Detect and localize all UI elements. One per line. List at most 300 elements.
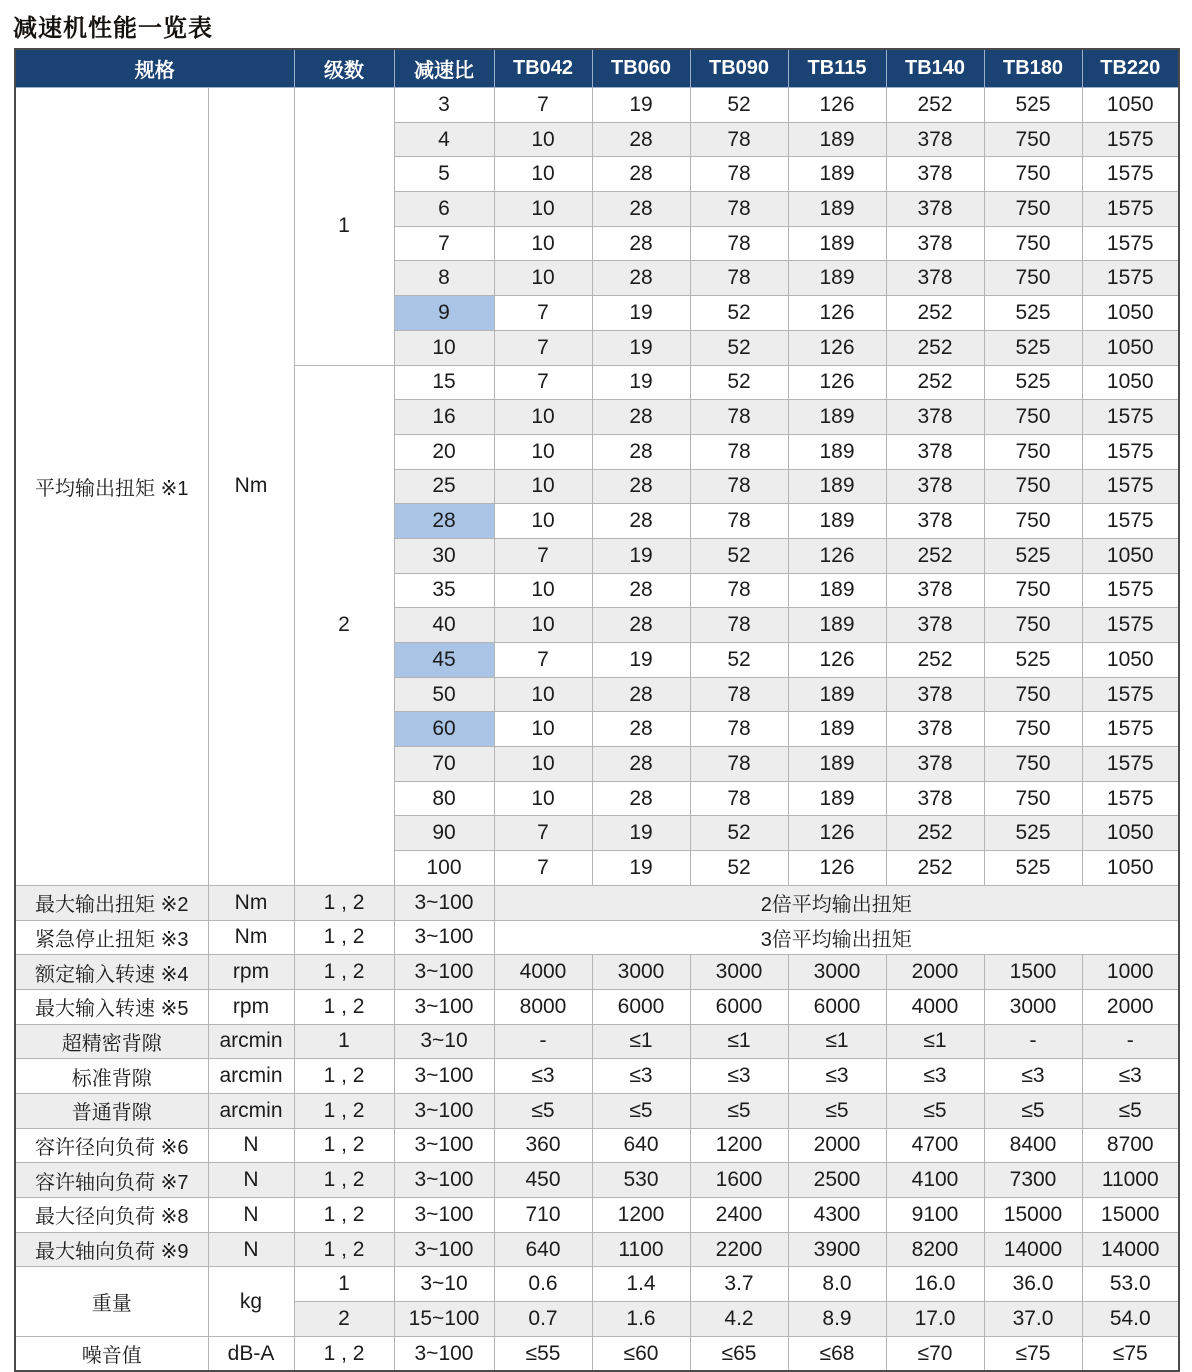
value-cell: ≤60 [592,1336,690,1371]
value-cell: 7 [494,365,592,400]
ratio-cell: 100 [394,851,494,886]
unit-cell: rpm [208,989,294,1024]
value-cell: 1050 [1082,365,1179,400]
value-cell: 2500 [788,1163,886,1198]
value-cell: ≤3 [592,1059,690,1094]
ratio-cell: 3~100 [394,1232,494,1267]
value-cell: ≤55 [494,1336,592,1371]
value-cell: 3000 [788,955,886,990]
spec-label-cell: 普通背隙 [15,1093,208,1128]
value-cell: 78 [690,122,788,157]
ratio-cell: 15 [394,365,494,400]
value-cell: 3000 [592,955,690,990]
value-cell: 750 [984,122,1082,157]
value-cell: 640 [592,1128,690,1163]
value-cell: 28 [592,261,690,296]
merged-value-cell: 3倍平均输出扭矩 [494,920,1179,955]
value-cell: 750 [984,504,1082,539]
stage-cell: 1 , 2 [294,989,394,1024]
value-cell: 750 [984,434,1082,469]
ratio-cell: 3~10 [394,1024,494,1059]
ratio-cell: 60 [394,712,494,747]
table-row [15,1163,1179,1198]
unit-cell: rpm [208,955,294,990]
value-cell: 378 [886,400,984,435]
value-cell: 78 [690,504,788,539]
table-row [15,49,1179,88]
value-cell: 1050 [1082,296,1179,331]
ratio-cell: 20 [394,434,494,469]
value-cell: ≤3 [1082,1059,1179,1094]
ratio-cell: 3~100 [394,1198,494,1233]
value-cell: 78 [690,400,788,435]
value-cell: 78 [690,434,788,469]
ratio-cell: 28 [394,504,494,539]
value-cell: 252 [886,643,984,678]
value-cell: 28 [592,573,690,608]
ratio-cell: 7 [394,226,494,261]
value-cell: 1575 [1082,573,1179,608]
value-cell: 1050 [1082,538,1179,573]
stage-cell: 1 , 2 [294,1059,394,1094]
stage-cell: 2 [294,365,394,885]
unit-cell: arcmin [208,1059,294,1094]
value-cell: ≤1 [886,1024,984,1059]
unit-cell: N [208,1198,294,1233]
value-cell: 8.0 [788,1267,886,1302]
value-cell: 750 [984,573,1082,608]
value-cell: 1575 [1082,122,1179,157]
value-cell: 52 [690,330,788,365]
stage-cell: 1 , 2 [294,885,394,920]
value-cell: 189 [788,226,886,261]
table-body [15,88,1179,1372]
ratio-cell: 10 [394,330,494,365]
value-cell: 28 [592,469,690,504]
value-cell: 7 [494,88,592,123]
spec-label-cell: 重量 [15,1267,208,1336]
unit-cell: arcmin [208,1024,294,1059]
value-cell: 78 [690,712,788,747]
ratio-cell: 3~100 [394,1093,494,1128]
stage-cell: 1 [294,1267,394,1302]
value-cell: - [494,1024,592,1059]
table-header [15,49,1179,88]
ratio-cell: 70 [394,747,494,782]
value-cell: 78 [690,781,788,816]
value-cell: 4700 [886,1128,984,1163]
column-header: 级数 [294,49,394,88]
value-cell: 189 [788,747,886,782]
stage-cell: 1 , 2 [294,1128,394,1163]
value-cell: 525 [984,330,1082,365]
value-cell: 78 [690,747,788,782]
column-header: TB090 [690,49,788,88]
value-cell: 52 [690,643,788,678]
table-row [15,989,1179,1024]
value-cell: 1575 [1082,434,1179,469]
value-cell: 14000 [1082,1232,1179,1267]
stage-cell: 1 , 2 [294,1198,394,1233]
value-cell: 78 [690,261,788,296]
value-cell: 6000 [690,989,788,1024]
value-cell: 28 [592,504,690,539]
value-cell: 10 [494,122,592,157]
value-cell: 126 [788,538,886,573]
value-cell: 189 [788,261,886,296]
value-cell: 7 [494,643,592,678]
value-cell: 2400 [690,1198,788,1233]
value-cell: ≤3 [984,1059,1082,1094]
value-cell: 36.0 [984,1267,1082,1302]
value-cell: 7 [494,330,592,365]
ratio-cell: 3 [394,88,494,123]
value-cell: ≤75 [1082,1336,1179,1371]
value-cell: 525 [984,538,1082,573]
value-cell: 10 [494,573,592,608]
stage-cell: 2 [294,1302,394,1337]
ratio-cell: 3~100 [394,885,494,920]
value-cell: 1575 [1082,747,1179,782]
value-cell: 378 [886,122,984,157]
value-cell: 189 [788,469,886,504]
ratio-cell: 3~100 [394,989,494,1024]
value-cell: 750 [984,781,1082,816]
spec-label-cell: 最大轴向负荷 ※9 [15,1232,208,1267]
ratio-cell: 30 [394,538,494,573]
unit-cell: arcmin [208,1093,294,1128]
value-cell: 4300 [788,1198,886,1233]
stage-cell: 1 , 2 [294,1232,394,1267]
stage-cell: 1 [294,88,394,366]
column-header: TB115 [788,49,886,88]
value-cell: 19 [592,643,690,678]
spec-label-cell: 标准背隙 [15,1059,208,1094]
value-cell: 1050 [1082,330,1179,365]
value-cell: 378 [886,677,984,712]
value-cell: 52 [690,296,788,331]
value-cell: 3.7 [690,1267,788,1302]
value-cell: 78 [690,226,788,261]
ratio-cell: 25 [394,469,494,504]
value-cell: 1575 [1082,400,1179,435]
value-cell: 0.6 [494,1267,592,1302]
value-cell: - [1082,1024,1179,1059]
value-cell: 28 [592,157,690,192]
value-cell: 10 [494,261,592,296]
stage-cell: 1 , 2 [294,1163,394,1198]
value-cell: 252 [886,538,984,573]
value-cell: 11000 [1082,1163,1179,1198]
ratio-cell: 3~100 [394,1128,494,1163]
value-cell: 1575 [1082,192,1179,227]
value-cell: 7 [494,296,592,331]
value-cell: ≤1 [690,1024,788,1059]
value-cell: 1.4 [592,1267,690,1302]
value-cell: 1050 [1082,816,1179,851]
value-cell: 189 [788,573,886,608]
value-cell: ≤5 [690,1093,788,1128]
ratio-cell: 3~10 [394,1267,494,1302]
value-cell: 10 [494,504,592,539]
value-cell: 378 [886,608,984,643]
value-cell: 1200 [690,1128,788,1163]
value-cell: ≤3 [886,1059,984,1094]
ratio-cell: 80 [394,781,494,816]
value-cell: 8400 [984,1128,1082,1163]
value-cell: 3900 [788,1232,886,1267]
value-cell: 10 [494,434,592,469]
table-row [15,1093,1179,1128]
value-cell: 28 [592,608,690,643]
value-cell: 1575 [1082,677,1179,712]
value-cell: 10 [494,400,592,435]
value-cell: 10 [494,781,592,816]
value-cell: ≤5 [1082,1093,1179,1128]
value-cell: ≤5 [494,1093,592,1128]
value-cell: 1.6 [592,1302,690,1337]
value-cell: 750 [984,469,1082,504]
unit-cell: kg [208,1267,294,1336]
value-cell: 525 [984,88,1082,123]
value-cell: 19 [592,538,690,573]
value-cell: 640 [494,1232,592,1267]
ratio-cell: 3~100 [394,1059,494,1094]
value-cell: 378 [886,747,984,782]
value-cell: 360 [494,1128,592,1163]
value-cell: 3000 [690,955,788,990]
ratio-cell: 35 [394,573,494,608]
value-cell: 450 [494,1163,592,1198]
value-cell: 7 [494,851,592,886]
value-cell: 189 [788,504,886,539]
value-cell: 189 [788,400,886,435]
value-cell: - [984,1024,1082,1059]
value-cell: 10 [494,226,592,261]
value-cell: 6000 [592,989,690,1024]
value-cell: 126 [788,643,886,678]
unit-cell: N [208,1128,294,1163]
value-cell: 6000 [788,989,886,1024]
table-row [15,1232,1179,1267]
value-cell: 8700 [1082,1128,1179,1163]
value-cell: 1575 [1082,226,1179,261]
ratio-cell: 3~100 [394,920,494,955]
value-cell: 28 [592,434,690,469]
value-cell: 126 [788,296,886,331]
value-cell: 9100 [886,1198,984,1233]
stage-cell: 1 [294,1024,394,1059]
value-cell: 1575 [1082,608,1179,643]
ratio-cell: 4 [394,122,494,157]
value-cell: 126 [788,88,886,123]
value-cell: 2000 [886,955,984,990]
value-cell: 10 [494,712,592,747]
value-cell: ≤1 [592,1024,690,1059]
value-cell: ≤3 [494,1059,592,1094]
value-cell: 1050 [1082,851,1179,886]
table-row [15,1024,1179,1059]
value-cell: 19 [592,330,690,365]
value-cell: 252 [886,330,984,365]
value-cell: 28 [592,192,690,227]
performance-table [14,48,1180,1372]
value-cell: 52 [690,88,788,123]
column-header: TB060 [592,49,690,88]
value-cell: 126 [788,330,886,365]
value-cell: 14000 [984,1232,1082,1267]
value-cell: 7 [494,816,592,851]
value-cell: 19 [592,88,690,123]
spec-label-cell: 超精密背隙 [15,1024,208,1059]
value-cell: 10 [494,677,592,712]
value-cell: 7300 [984,1163,1082,1198]
value-cell: 1500 [984,955,1082,990]
column-header: 规格 [15,49,294,88]
value-cell: 52 [690,538,788,573]
value-cell: 0.7 [494,1302,592,1337]
value-cell: 53.0 [1082,1267,1179,1302]
value-cell: 15000 [1082,1198,1179,1233]
value-cell: ≤68 [788,1336,886,1371]
value-cell: 19 [592,851,690,886]
value-cell: 189 [788,712,886,747]
value-cell: ≤75 [984,1336,1082,1371]
value-cell: ≤5 [788,1093,886,1128]
table-row [15,1059,1179,1094]
ratio-cell: 3~100 [394,955,494,990]
table-row [15,885,1179,920]
value-cell: 750 [984,608,1082,643]
ratio-cell: 3~100 [394,1163,494,1198]
value-cell: 28 [592,677,690,712]
ratio-cell: 8 [394,261,494,296]
value-cell: 189 [788,192,886,227]
value-cell: 378 [886,469,984,504]
value-cell: 10 [494,157,592,192]
value-cell: 4000 [886,989,984,1024]
value-cell: 189 [788,434,886,469]
value-cell: 1575 [1082,261,1179,296]
value-cell: 10 [494,192,592,227]
value-cell: ≤5 [592,1093,690,1128]
value-cell: ≤3 [690,1059,788,1094]
stage-cell: 1 , 2 [294,955,394,990]
value-cell: 2000 [788,1128,886,1163]
value-cell: 37.0 [984,1302,1082,1337]
value-cell: 252 [886,851,984,886]
ratio-cell: 6 [394,192,494,227]
table-row [15,1128,1179,1163]
table-row [15,920,1179,955]
value-cell: 52 [690,851,788,886]
value-cell: 28 [592,226,690,261]
value-cell: 19 [592,296,690,331]
value-cell: 1575 [1082,781,1179,816]
value-cell: 2200 [690,1232,788,1267]
value-cell: 750 [984,261,1082,296]
value-cell: 378 [886,712,984,747]
value-cell: ≤70 [886,1336,984,1371]
value-cell: 1575 [1082,504,1179,539]
value-cell: 4.2 [690,1302,788,1337]
unit-cell: N [208,1232,294,1267]
table-row [15,88,1179,123]
value-cell: 4000 [494,955,592,990]
ratio-cell: 90 [394,816,494,851]
value-cell: 126 [788,816,886,851]
ratio-cell: 45 [394,643,494,678]
value-cell: 15000 [984,1198,1082,1233]
value-cell: ≤5 [984,1093,1082,1128]
value-cell: 189 [788,608,886,643]
value-cell: 1575 [1082,469,1179,504]
value-cell: 378 [886,261,984,296]
value-cell: 525 [984,296,1082,331]
value-cell: 8000 [494,989,592,1024]
value-cell: 17.0 [886,1302,984,1337]
value-cell: 8.9 [788,1302,886,1337]
value-cell: 1100 [592,1232,690,1267]
table-row [15,955,1179,990]
value-cell: 28 [592,122,690,157]
unit-cell: Nm [208,920,294,955]
value-cell: 19 [592,365,690,400]
value-cell: 252 [886,296,984,331]
column-header: TB220 [1082,49,1179,88]
table-row [15,1267,1179,1302]
value-cell: 8200 [886,1232,984,1267]
value-cell: 378 [886,504,984,539]
value-cell: 52 [690,365,788,400]
column-header: TB140 [886,49,984,88]
value-cell: 78 [690,157,788,192]
value-cell: 2000 [1082,989,1179,1024]
value-cell: 1000 [1082,955,1179,990]
column-header: TB042 [494,49,592,88]
value-cell: 750 [984,400,1082,435]
ratio-cell: 16 [394,400,494,435]
value-cell: ≤3 [788,1059,886,1094]
unit-cell: dB-A [208,1336,294,1371]
spec-label-cell: 噪音值 [15,1336,208,1371]
value-cell: 1575 [1082,712,1179,747]
value-cell: 1200 [592,1198,690,1233]
stage-cell: 1 , 2 [294,1093,394,1128]
value-cell: 750 [984,712,1082,747]
value-cell: 28 [592,400,690,435]
ratio-cell: 9 [394,296,494,331]
value-cell: 378 [886,157,984,192]
value-cell: 252 [886,365,984,400]
value-cell: 710 [494,1198,592,1233]
value-cell: 750 [984,192,1082,227]
value-cell: 1575 [1082,157,1179,192]
column-header: TB180 [984,49,1082,88]
value-cell: 1050 [1082,88,1179,123]
value-cell: 10 [494,469,592,504]
value-cell: 750 [984,747,1082,782]
value-cell: 10 [494,608,592,643]
value-cell: 525 [984,851,1082,886]
value-cell: 78 [690,469,788,504]
value-cell: 189 [788,157,886,192]
value-cell: 28 [592,781,690,816]
unit-cell: N [208,1163,294,1198]
spec-label-cell: 平均输出扭矩 ※1 [15,88,208,886]
spec-label-cell: 最大输入转速 ※5 [15,989,208,1024]
value-cell: 525 [984,816,1082,851]
